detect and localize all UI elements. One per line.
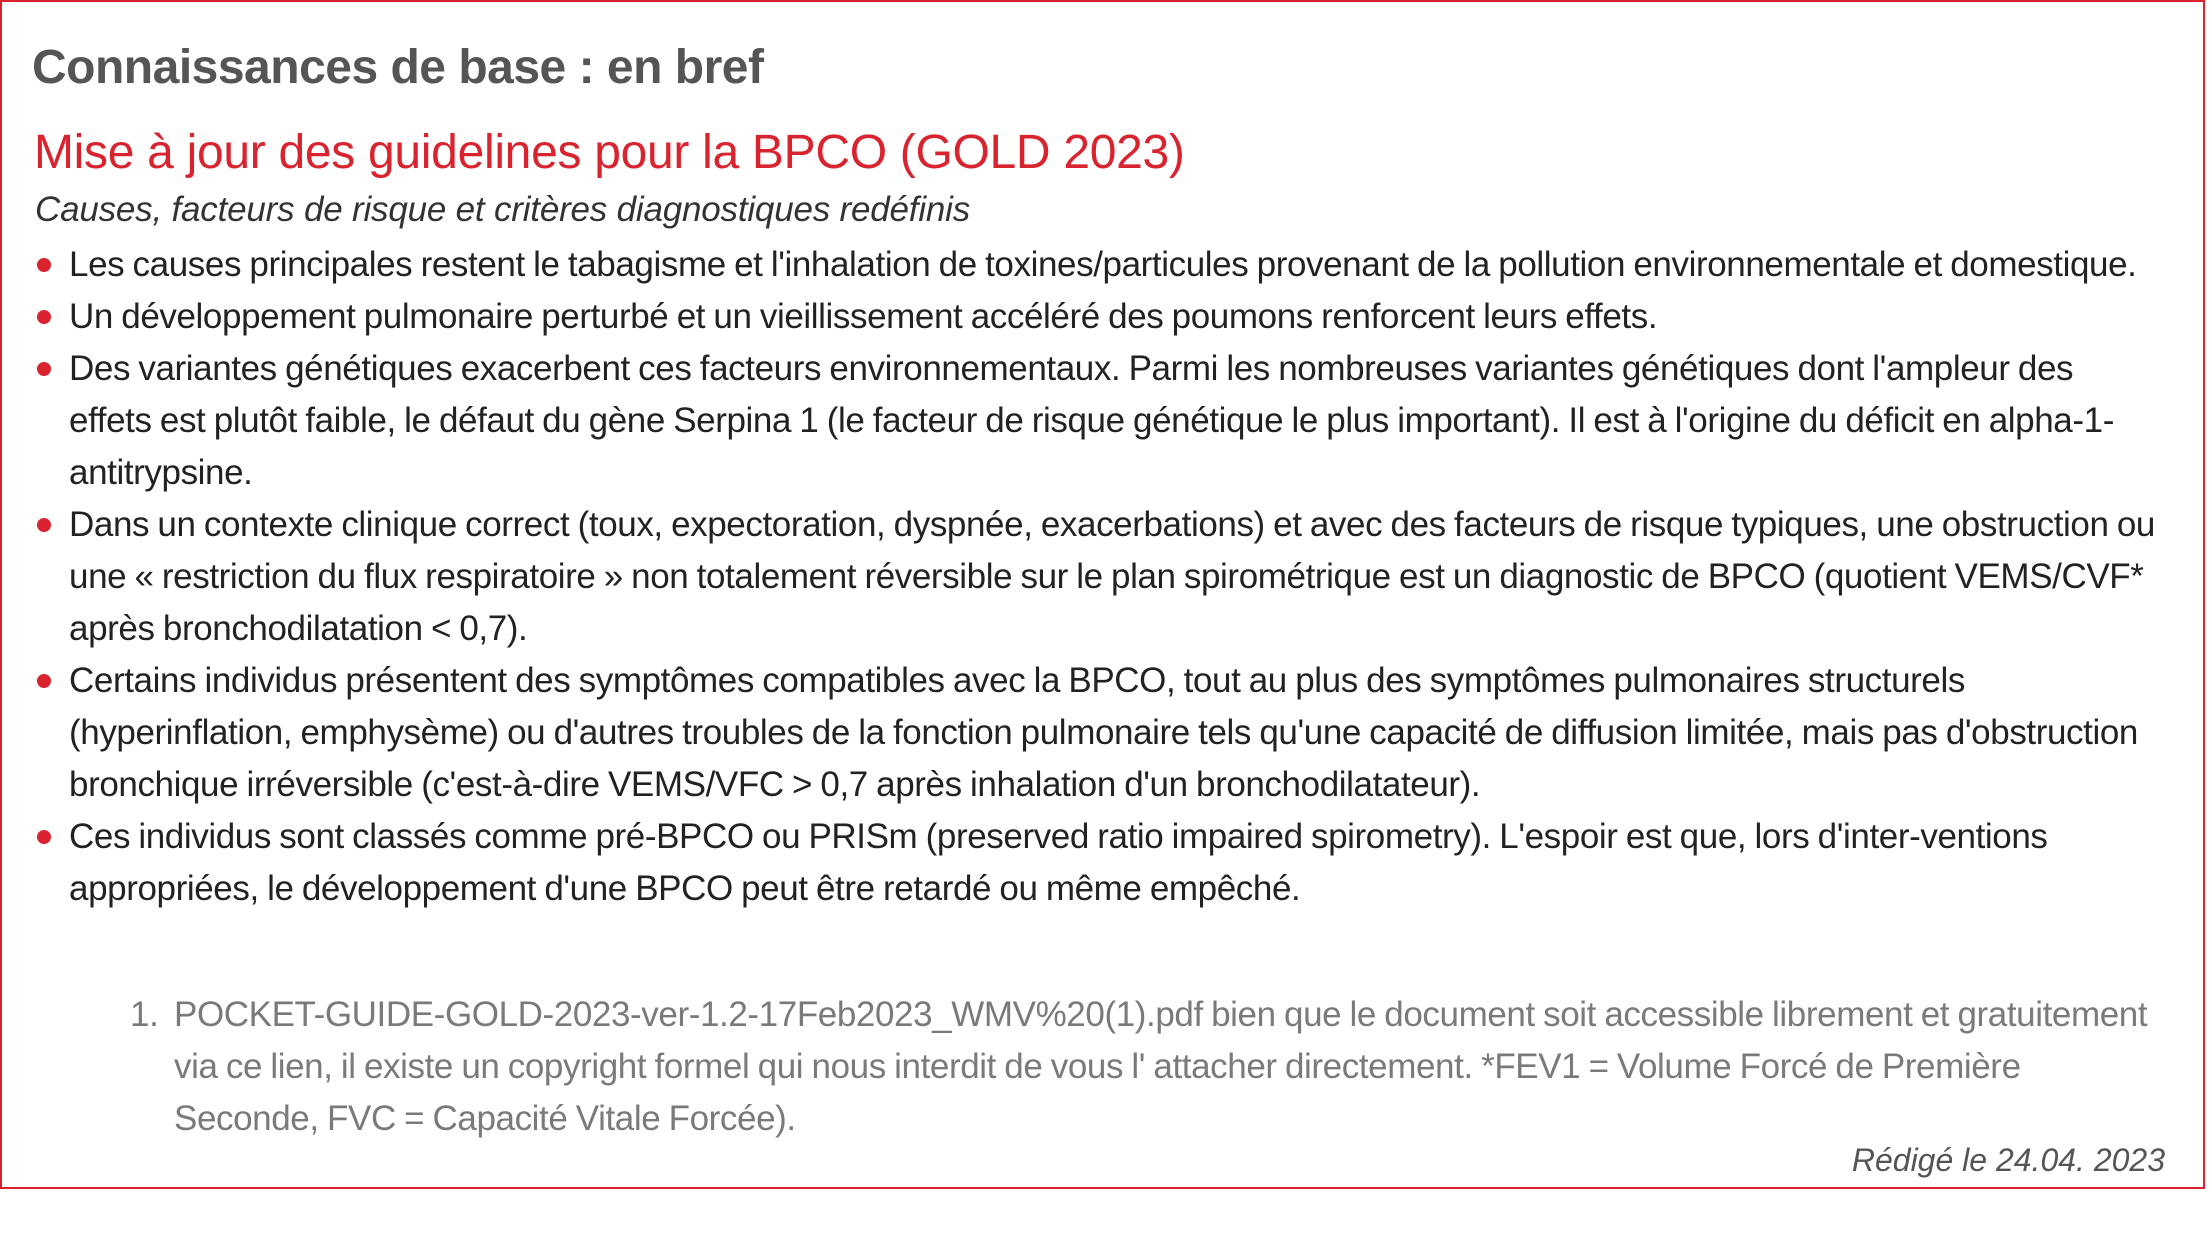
bullet-text: Des variantes génétiques exacerbent ces facteurs environnementaux. Parmi les nombreuses variantes génétiques dont l'ampleur des effets est plutôt faible, le défaut du gène Serpina 1 (le facteur de risque génétique le plus important). Il est à l'origine du déficit en alpha-1-antitrypsine.	[69, 349, 2114, 492]
footnote-text: POCKET-GUIDE-GOLD-2023-ver-1.2-17Feb2023_WMV%20(1).pdf bien que le document soit accessible librement et gratuitement via ce lien, il existe un copyright formel qui nous interdit de vous l' attacher directement. *FEV1 = Volume Forcé de Première Seconde, FVC = Capacité Vitale Forcée).	[174, 995, 2148, 1138]
bullet-text: Ces individus sont classés comme pré-BPCO ou PRISm (preserved ratio impaired spirometry). L'espoir est que, lors d'inter-ventions appropriées, le développement d'une BPCO peut être retardé ou même empêché.	[69, 817, 2048, 908]
footnote-number: 1.	[130, 995, 159, 1034]
bullet-list	[35, 239, 2155, 915]
list-item	[35, 499, 2155, 655]
bullet-text: Les causes principales restent le tabagisme et l'inhalation de toxines/particules provenant de la pollution environnementale et domestique.	[69, 245, 2137, 284]
bullet-icon	[37, 258, 51, 272]
bullet-icon	[37, 674, 51, 688]
list-item	[35, 655, 2155, 811]
list-item	[35, 811, 2155, 915]
footnote	[130, 989, 2150, 1145]
bullet-icon	[37, 518, 51, 532]
list-item	[35, 239, 2155, 291]
bullet-text: Un développement pulmonaire perturbé et un vieillissement accéléré des poumons renforcent leurs effets.	[69, 297, 1658, 336]
bullet-icon	[37, 310, 51, 324]
bullet-icon	[37, 830, 51, 844]
bullet-text: Dans un contexte clinique correct (toux, expectoration, dyspnée, exacerbations) et avec des facteurs de risque typiques, une obstruction ou une « restriction du flux respiratoire » non totalement réversible sur le plan spirométrique est un diagnostic de BPCO (quotient VEMS/CVF* après bronchodilatation < 0,7).	[69, 505, 2155, 648]
list-item	[35, 291, 2155, 343]
article-subtitle: Causes, facteurs de risque et critères diagnostiques redéfinis	[35, 190, 971, 229]
bullet-text: Certains individus présentent des symptômes compatibles avec la BPCO, tout au plus des symptômes pulmonaires structurels (hyperinflation, emphysème) ou d'autres troubles de la fonction pulmonaire tels qu'une capacité de diffusion limitée, mais pas d'obstruction bronchique irréversible (c'est-à-dire VEMS/VFC > 0,7 après inhalation d'un bronchodilatateur).	[69, 661, 2138, 804]
bullet-icon	[37, 362, 51, 376]
list-item	[35, 343, 2155, 499]
article-title: Mise à jour des guidelines pour la BPCO (GOLD 2023)	[34, 126, 1185, 179]
written-date: Rédigé le 24.04. 2023	[1851, 1142, 2165, 1178]
section-header: Connaissances de base : en bref	[32, 41, 764, 94]
